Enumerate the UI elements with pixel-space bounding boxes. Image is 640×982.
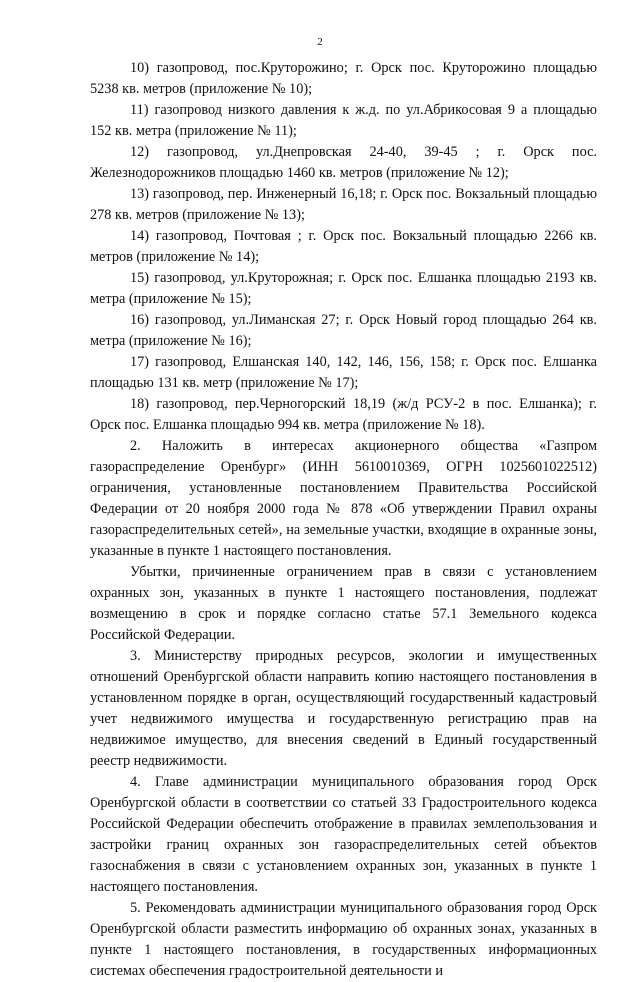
paragraph-item-10: 10) газопровод, пос.Круторожино; г. Орск пос. Круторожино площадью 5238 кв. метров (приложение № 10);	[90, 60, 597, 97]
paragraph-item-15: 15) газопровод, ул.Круторожная; г. Орск пос. Елшанка площадью 2193 кв. метра (приложение № 15);	[90, 270, 597, 307]
paragraph-clause-4: 4. Главе администрации муниципального образования город Орск Оренбургской области в соответствии со статьей 33 Градостроительного кодекса Российской Федерации обеспечить отображение в правилах землепользования и застройки границ охранных зон газораспределительных сетей объектов газоснабжения в связи с установлением охранных зон, указанных в пункте 1 настоящего постановления.	[90, 774, 597, 895]
paragraph-clause-3: 3. Министерству природных ресурсов, экологии и имущественных отношений Оренбургской области направить копию настоящего постановления в установленном порядке в орган, осуществляющий государственный кадастровый учет недвижимого имущества и государственную регистрацию прав на недвижимое имущество, для внесения сведений в Единый государственный реестр недвижимости.	[90, 648, 597, 769]
paragraph-clause-5: 5. Рекомендовать администрации муниципального образования город Орск Оренбургской области разместить информацию об охранных зонах, указанных в пункте 1 настоящего постановления, в государственных информационных системах обеспечения градостроительной деятельности и	[90, 900, 597, 979]
paragraph-damages: Убытки, причиненные ограничением прав в связи с установлением охранных зон, указанных в пункте 1 настоящего постановления, подлежат возмещению в срок и порядке согласно статье 57.1 Земельного кодекса Российской Федерации.	[90, 564, 597, 643]
page-number: 2	[317, 36, 323, 48]
paragraph-item-14: 14) газопровод, Почтовая ; г. Орск пос. Вокзальный площадью 2266 кв. метров (приложение № 14);	[90, 228, 597, 265]
paragraph-item-18: 18) газопровод, пер.Черногорский 18,19 (ж/д РСУ-2 в пос. Елшанка); г. Орск пос. Елшанка площадью 994 кв. метра (приложение № 18).	[90, 396, 597, 433]
paragraph-item-11: 11) газопровод низкого давления к ж.д. по ул.Абрикосовая 9 а площадью 152 кв. метра (приложение № 11);	[90, 102, 597, 139]
paragraph-item-12: 12) газопровод, ул.Днепровская 24-40, 39-45 ; г. Орск пос. Железнодорожников площадью 1460 кв. метров (приложение № 12);	[90, 144, 597, 181]
paragraph-item-16: 16) газопровод, ул.Лиманская 27; г. Орск Новый город площадью 264 кв. метра (приложение № 16);	[90, 312, 597, 349]
paragraph-clause-2: 2. Наложить в интересах акционерного общества «Газпром газораспределение Оренбург» (ИНН 5610010369, ОГРН 1025601022512) ограничения, установленные постановлением Правительства Российской Федерации от 20 ноября 2000 года № 878 «Об утверждении Правил охраны газораспределительных сетей», на земельные участки, входящие в охранные зоны, указанные в пункте 1 настоящего постановления.	[90, 438, 597, 559]
document-body	[90, 58, 597, 982]
paragraph-item-17: 17) газопровод, Елшанская 140, 142, 146, 156, 158; г. Орск пос. Елшанка площадью 131 кв. метр (приложение № 17);	[90, 354, 597, 391]
paragraph-item-13: 13) газопровод, пер. Инженерный 16,18; г. Орск пос. Вокзальный площадью 278 кв. метров (приложение № 13);	[90, 186, 597, 223]
